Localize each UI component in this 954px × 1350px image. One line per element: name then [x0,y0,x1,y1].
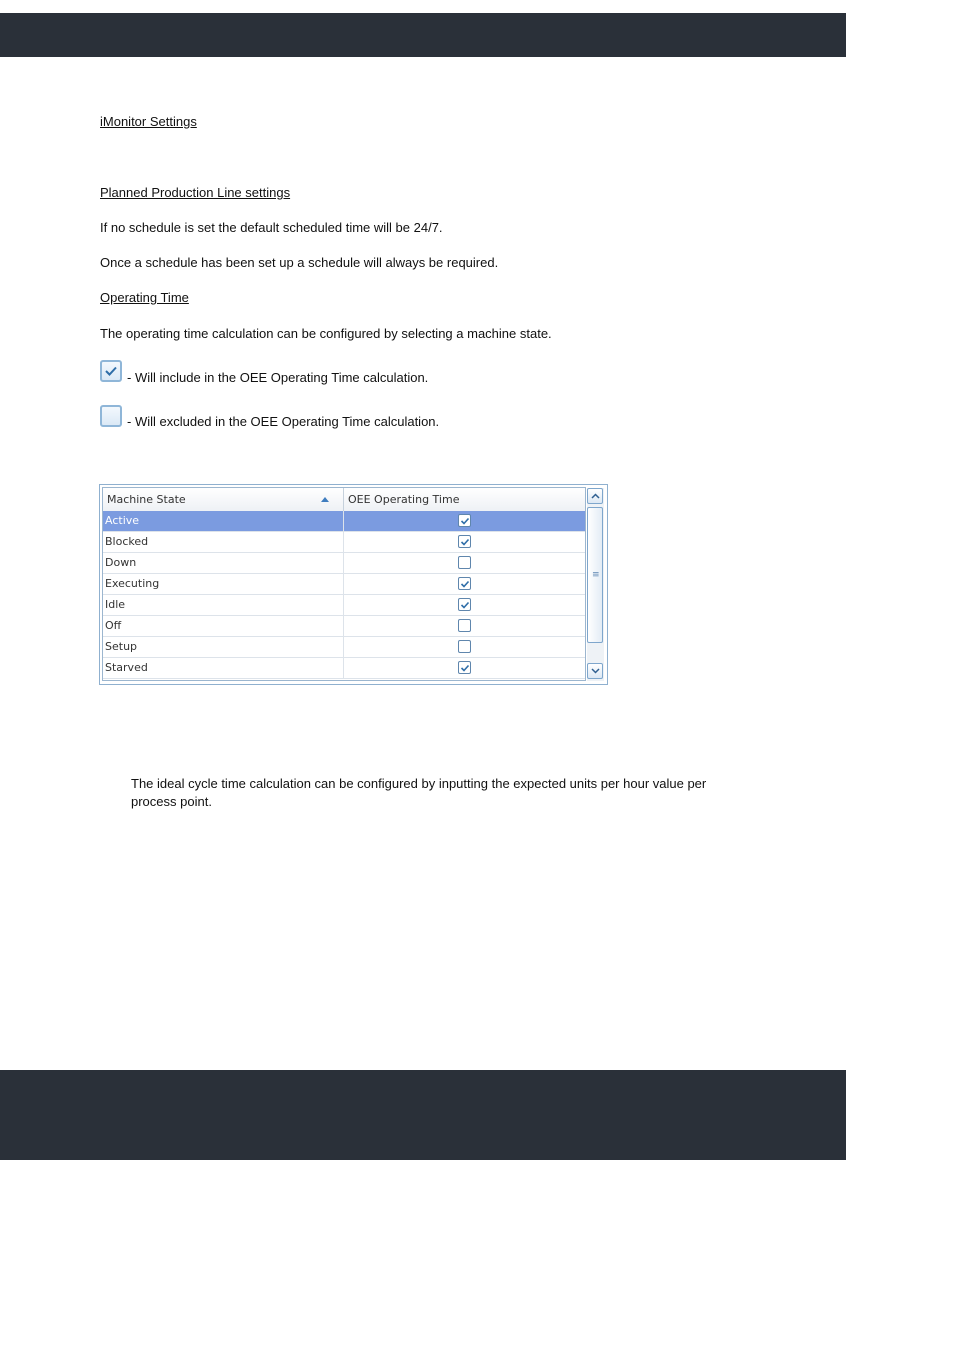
machine-state-cell: Active [103,511,344,531]
cycle-time-description: The ideal cycle time calculation can be configured by inputting the expected units per hour value per process point. [131,776,707,809]
section-heading-operating: Operating Time [100,290,189,305]
checkmark-icon [460,516,470,526]
checkmark-icon [460,537,470,547]
oee-operating-time-cell [344,511,585,531]
table-row[interactable] [103,637,585,658]
machine-state-cell: Down [103,553,344,573]
machine-state-cell: Off [103,616,344,636]
grid-header [103,488,585,512]
checkbox-unchecked[interactable] [458,556,471,569]
column-header-oee-label: OEE Operating Time [348,493,460,506]
column-header-machine-state[interactable] [103,488,344,511]
table-row[interactable] [103,658,585,679]
oee-operating-time-cell [344,658,585,678]
checked-checkbox-icon [100,360,122,382]
scroll-up-button[interactable] [587,488,603,504]
column-header-machine-state-label: Machine State [107,493,186,506]
table-row[interactable] [103,553,585,574]
checkbox-checked[interactable] [458,535,471,548]
scroll-down-button[interactable] [587,663,603,679]
checkmark-icon [460,600,470,610]
section-heading-planned: Planned Production Line settings [100,185,291,200]
planned-text-1: If no schedule is set the default scheduled time will be 24/7. [100,220,443,235]
checkbox-checked[interactable] [458,661,471,674]
scrollbar-thumb[interactable] [587,507,603,643]
oee-operating-time-cell [344,532,585,552]
legend-include-text: - Will include in the OEE Operating Time calculation. [127,370,429,385]
checkbox-unchecked[interactable] [458,619,471,632]
footer-band [0,1070,846,1160]
oee-operating-time-cell [344,595,585,615]
oee-operating-time-cell [344,637,585,657]
oee-operating-time-cell [344,574,585,594]
oee-operating-time-cell [344,616,585,636]
checkbox-checked[interactable] [458,514,471,527]
sort-ascending-icon [321,497,329,502]
vertical-scrollbar[interactable] [587,488,604,681]
chevron-down-icon [591,668,600,674]
checkbox-checked[interactable] [458,577,471,590]
machine-state-cell: Idle [103,595,344,615]
chevron-up-icon [591,493,600,499]
grip-icon: ≡ [592,570,600,580]
machine-state-grid [99,484,608,685]
checkbox-checked[interactable] [458,598,471,611]
checkmark-icon [460,663,470,673]
legend-exclude-text: - Will excluded in the OEE Operating Time calculation. [127,414,440,429]
machine-state-cell: Executing [103,574,344,594]
operating-description: The operating time calculation can be configured by selecting a machine state. [100,326,552,341]
table-row[interactable] [103,595,585,616]
machine-state-cell: Blocked [103,532,344,552]
table-row[interactable] [103,532,585,553]
machine-state-cell: Setup [103,637,344,657]
unchecked-checkbox-icon [100,405,122,427]
checkmark-icon [460,579,470,589]
checkbox-unchecked[interactable] [458,640,471,653]
table-row[interactable] [103,616,585,637]
header-band [0,13,846,57]
grid-body [102,487,586,681]
planned-text-2: Once a schedule has been set up a schedule will always be required. [100,255,499,270]
machine-state-cell: Starved [103,658,344,678]
table-row[interactable] [103,574,585,595]
oee-operating-time-cell [344,553,585,573]
page-title: iMonitor Settings [100,114,197,129]
table-row[interactable] [103,511,585,532]
column-header-oee-operating-time[interactable] [344,488,585,511]
